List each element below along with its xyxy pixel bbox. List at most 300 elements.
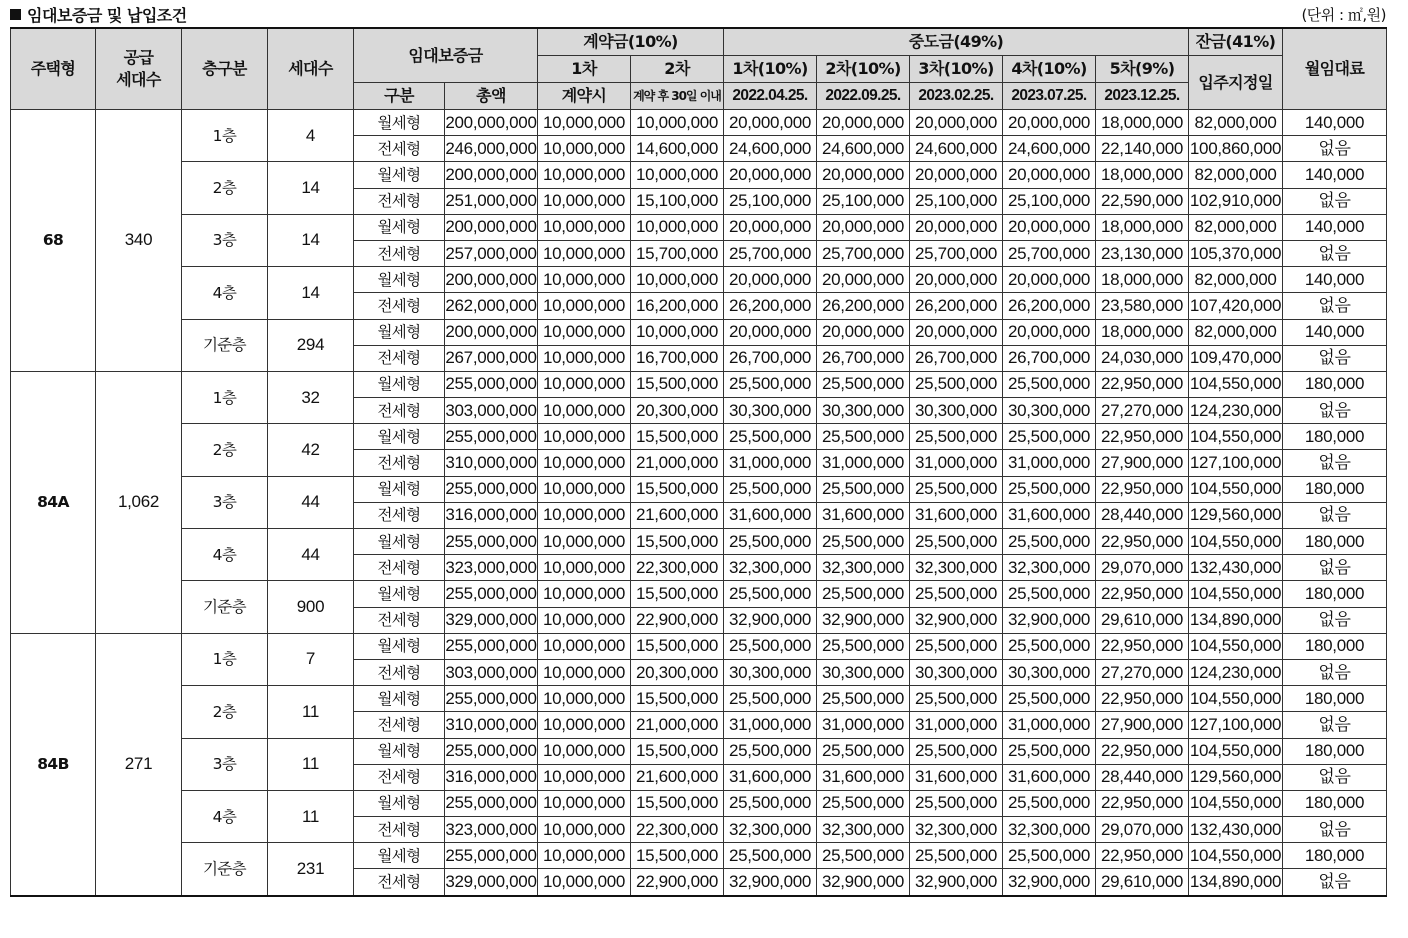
header-total: 총액 [445,83,538,110]
amount-cell: 없음 [1283,502,1387,528]
amount-cell: 10,000,000 [538,712,631,738]
amount-cell: 없음 [1283,398,1387,424]
header-middle-3: 3차(10%) [910,56,1003,83]
amount-cell: 26,200,000 [910,293,1003,319]
amount-cell: 20,000,000 [910,162,1003,188]
amount-cell: 22,900,000 [631,869,724,896]
amount-cell: 310,000,000 [445,712,538,738]
amount-cell: 22,900,000 [631,607,724,633]
amount-cell: 30,300,000 [817,659,910,685]
amount-cell: 129,560,000 [1189,502,1283,528]
amount-cell: 없음 [1283,188,1387,214]
amount-cell: 31,000,000 [724,450,817,476]
kind-cell: 월세형 [354,529,445,555]
amount-cell: 180,000 [1283,581,1387,607]
amount-cell: 29,610,000 [1096,607,1189,633]
amount-cell: 31,600,000 [817,764,910,790]
amount-cell: 22,300,000 [631,817,724,843]
amount-cell: 없음 [1283,659,1387,685]
amount-cell: 20,000,000 [1003,319,1096,345]
amount-cell: 18,000,000 [1096,214,1189,240]
floor-cell: 기준층 [182,843,268,896]
supply-count-cell: 340 [96,110,182,372]
kind-cell: 월세형 [354,686,445,712]
rent-deposit-table [10,27,1387,897]
amount-cell: 22,950,000 [1096,738,1189,764]
amount-cell: 255,000,000 [445,581,538,607]
amount-cell: 25,700,000 [724,240,817,266]
units-cell: 7 [268,633,354,685]
amount-cell: 105,370,000 [1189,240,1283,266]
header-date-1: 2022.04.25. [724,83,817,110]
units-cell: 14 [268,214,354,266]
amount-cell: 82,000,000 [1189,319,1283,345]
amount-cell: 10,000,000 [538,633,631,659]
amount-cell: 22,950,000 [1096,529,1189,555]
amount-cell: 109,470,000 [1189,345,1283,371]
supply-count-cell: 1,062 [96,371,182,633]
amount-cell: 22,950,000 [1096,424,1189,450]
amount-cell: 15,500,000 [631,581,724,607]
amount-cell: 20,000,000 [817,267,910,293]
amount-cell: 262,000,000 [445,293,538,319]
amount-cell: 310,000,000 [445,450,538,476]
units-cell: 14 [268,162,354,214]
amount-cell: 140,000 [1283,214,1387,240]
house-type-cell: 68 [11,110,96,372]
header-date-5: 2023.12.25. [1096,83,1189,110]
amount-cell: 10,000,000 [538,581,631,607]
amount-cell: 255,000,000 [445,424,538,450]
amount-cell: 303,000,000 [445,659,538,685]
amount-cell: 없음 [1283,869,1387,896]
floor-cell: 3층 [182,476,268,528]
amount-cell: 10,000,000 [538,136,631,162]
amount-cell: 24,600,000 [724,136,817,162]
amount-cell: 26,200,000 [1003,293,1096,319]
amount-cell: 16,700,000 [631,345,724,371]
amount-cell: 316,000,000 [445,502,538,528]
kind-cell: 전세형 [354,398,445,424]
kind-cell: 전세형 [354,869,445,896]
document-header [0,0,1408,26]
amount-cell: 25,500,000 [1003,633,1096,659]
amount-cell: 251,000,000 [445,188,538,214]
amount-cell: 30,300,000 [1003,659,1096,685]
amount-cell: 없음 [1283,764,1387,790]
header-deposit: 임대보증금 [354,28,538,83]
amount-cell: 24,030,000 [1096,345,1189,371]
amount-cell: 25,500,000 [724,738,817,764]
amount-cell: 32,900,000 [724,869,817,896]
floor-cell: 4층 [182,267,268,319]
table-row [11,476,1387,502]
kind-cell: 월세형 [354,162,445,188]
amount-cell: 20,000,000 [724,267,817,293]
amount-cell: 104,550,000 [1189,843,1283,869]
header-date-3: 2023.02.25. [910,83,1003,110]
amount-cell: 32,900,000 [910,607,1003,633]
amount-cell: 82,000,000 [1189,110,1283,136]
amount-cell: 134,890,000 [1189,869,1283,896]
amount-cell: 24,600,000 [1003,136,1096,162]
amount-cell: 31,600,000 [1003,502,1096,528]
amount-cell: 31,000,000 [910,450,1003,476]
header-contract-2: 2차 [631,56,724,83]
amount-cell: 20,000,000 [817,110,910,136]
amount-cell: 10,000,000 [538,188,631,214]
units-cell: 231 [268,843,354,896]
amount-cell: 180,000 [1283,476,1387,502]
amount-cell: 180,000 [1283,790,1387,816]
header-date-2: 2022.09.25. [817,83,910,110]
amount-cell: 140,000 [1283,110,1387,136]
amount-cell: 없음 [1283,136,1387,162]
amount-cell: 180,000 [1283,529,1387,555]
amount-cell: 200,000,000 [445,214,538,240]
table-row [11,214,1387,240]
amount-cell: 25,500,000 [724,424,817,450]
unit-note: (단위 : ㎡,원) [1301,6,1386,24]
amount-cell: 32,300,000 [910,555,1003,581]
amount-cell: 25,500,000 [817,476,910,502]
amount-cell: 200,000,000 [445,162,538,188]
amount-cell: 246,000,000 [445,136,538,162]
amount-cell: 132,430,000 [1189,817,1283,843]
header-at-contract: 계약시 [538,83,631,110]
amount-cell: 23,580,000 [1096,293,1189,319]
amount-cell: 10,000,000 [631,214,724,240]
amount-cell: 329,000,000 [445,607,538,633]
amount-cell: 20,000,000 [1003,267,1096,293]
amount-cell: 25,500,000 [817,790,910,816]
amount-cell: 31,000,000 [1003,712,1096,738]
header-balance: 잔금(41%) [1189,28,1283,56]
kind-cell: 월세형 [354,371,445,397]
header-after-30-days: 계약 후 30일 이내 [631,83,724,110]
amount-cell: 29,070,000 [1096,817,1189,843]
kind-cell: 월세형 [354,267,445,293]
amount-cell: 32,900,000 [724,607,817,633]
amount-cell: 22,950,000 [1096,371,1189,397]
amount-cell: 25,500,000 [1003,686,1096,712]
amount-cell: 25,500,000 [910,371,1003,397]
amount-cell: 25,500,000 [1003,371,1096,397]
table-row [11,581,1387,607]
amount-cell: 127,100,000 [1189,712,1283,738]
amount-cell: 180,000 [1283,371,1387,397]
amount-cell: 10,000,000 [538,267,631,293]
amount-cell: 없음 [1283,555,1387,581]
amount-cell: 25,500,000 [910,424,1003,450]
amount-cell: 26,200,000 [724,293,817,319]
header-date-4: 2023.07.25. [1003,83,1096,110]
amount-cell: 82,000,000 [1189,162,1283,188]
amount-cell: 없음 [1283,293,1387,319]
amount-cell: 26,700,000 [724,345,817,371]
kind-cell: 월세형 [354,633,445,659]
amount-cell: 132,430,000 [1189,555,1283,581]
kind-cell: 전세형 [354,188,445,214]
amount-cell: 32,300,000 [817,555,910,581]
amount-cell: 20,000,000 [910,214,1003,240]
amount-cell: 25,100,000 [817,188,910,214]
table-row [11,790,1387,816]
supply-count-cell: 271 [96,633,182,895]
amount-cell: 27,900,000 [1096,450,1189,476]
amount-cell: 16,200,000 [631,293,724,319]
amount-cell: 21,000,000 [631,450,724,476]
amount-cell: 200,000,000 [445,110,538,136]
amount-cell: 15,500,000 [631,738,724,764]
table-row [11,110,1387,136]
amount-cell: 25,700,000 [1003,240,1096,266]
amount-cell: 25,500,000 [1003,424,1096,450]
amount-cell: 22,950,000 [1096,686,1189,712]
amount-cell: 255,000,000 [445,633,538,659]
amount-cell: 30,300,000 [817,398,910,424]
kind-cell: 전세형 [354,764,445,790]
floor-cell: 2층 [182,424,268,476]
amount-cell: 20,000,000 [817,214,910,240]
amount-cell: 124,230,000 [1189,398,1283,424]
header-contract-1: 1차 [538,56,631,83]
kind-cell: 월세형 [354,843,445,869]
amount-cell: 29,070,000 [1096,555,1189,581]
amount-cell: 27,270,000 [1096,659,1189,685]
amount-cell: 14,600,000 [631,136,724,162]
amount-cell: 18,000,000 [1096,162,1189,188]
amount-cell: 22,950,000 [1096,476,1189,502]
amount-cell: 32,900,000 [817,607,910,633]
amount-cell: 180,000 [1283,424,1387,450]
amount-cell: 31,600,000 [817,502,910,528]
header-floor: 층구분 [182,28,268,110]
amount-cell: 10,000,000 [538,659,631,685]
amount-cell: 10,000,000 [631,162,724,188]
table-row [11,319,1387,345]
amount-cell: 10,000,000 [538,686,631,712]
amount-cell: 20,000,000 [724,162,817,188]
amount-cell: 20,000,000 [724,319,817,345]
amount-cell: 20,000,000 [910,319,1003,345]
amount-cell: 104,550,000 [1189,686,1283,712]
kind-cell: 월세형 [354,214,445,240]
amount-cell: 25,500,000 [724,476,817,502]
amount-cell: 10,000,000 [538,240,631,266]
kind-cell: 월세형 [354,319,445,345]
units-cell: 44 [268,529,354,581]
amount-cell: 25,500,000 [910,581,1003,607]
units-cell: 42 [268,424,354,476]
amount-cell: 25,500,000 [910,843,1003,869]
floor-cell: 2층 [182,162,268,214]
table-row [11,738,1387,764]
amount-cell: 25,500,000 [724,790,817,816]
amount-cell: 22,950,000 [1096,633,1189,659]
amount-cell: 21,600,000 [631,764,724,790]
amount-cell: 140,000 [1283,162,1387,188]
amount-cell: 82,000,000 [1189,267,1283,293]
amount-cell: 10,000,000 [538,110,631,136]
amount-cell: 10,000,000 [538,450,631,476]
units-cell: 11 [268,738,354,790]
kind-cell: 전세형 [354,293,445,319]
amount-cell: 134,890,000 [1189,607,1283,633]
amount-cell: 31,000,000 [910,712,1003,738]
house-type-cell: 84A [11,371,96,633]
amount-cell: 10,000,000 [631,267,724,293]
amount-cell: 31,600,000 [910,502,1003,528]
amount-cell: 15,500,000 [631,424,724,450]
amount-cell: 26,700,000 [1003,345,1096,371]
amount-cell: 104,550,000 [1189,529,1283,555]
amount-cell: 329,000,000 [445,869,538,896]
table-header [11,28,1387,110]
amount-cell: 102,910,000 [1189,188,1283,214]
amount-cell: 31,000,000 [817,712,910,738]
amount-cell: 없음 [1283,712,1387,738]
units-cell: 14 [268,267,354,319]
amount-cell: 104,550,000 [1189,790,1283,816]
amount-cell: 15,500,000 [631,790,724,816]
table-row [11,843,1387,869]
amount-cell: 25,100,000 [724,188,817,214]
amount-cell: 10,000,000 [538,293,631,319]
kind-cell: 월세형 [354,476,445,502]
amount-cell: 26,700,000 [817,345,910,371]
amount-cell: 10,000,000 [538,817,631,843]
floor-cell: 4층 [182,529,268,581]
amount-cell: 28,440,000 [1096,764,1189,790]
amount-cell: 10,000,000 [631,110,724,136]
amount-cell: 20,000,000 [817,319,910,345]
kind-cell: 전세형 [354,502,445,528]
kind-cell: 전세형 [354,345,445,371]
amount-cell: 316,000,000 [445,764,538,790]
amount-cell: 25,500,000 [1003,581,1096,607]
amount-cell: 31,000,000 [817,450,910,476]
units-cell: 11 [268,686,354,738]
amount-cell: 25,500,000 [910,738,1003,764]
header-middle-4: 4차(10%) [1003,56,1096,83]
amount-cell: 200,000,000 [445,319,538,345]
header-middle-1: 1차(10%) [724,56,817,83]
header-movein: 입주지정일 [1189,56,1283,110]
amount-cell: 10,000,000 [538,790,631,816]
amount-cell: 104,550,000 [1189,738,1283,764]
amount-cell: 25,500,000 [724,633,817,659]
kind-cell: 전세형 [354,817,445,843]
amount-cell: 없음 [1283,240,1387,266]
amount-cell: 27,900,000 [1096,712,1189,738]
amount-cell: 104,550,000 [1189,424,1283,450]
amount-cell: 30,300,000 [910,398,1003,424]
amount-cell: 30,300,000 [1003,398,1096,424]
amount-cell: 22,950,000 [1096,790,1189,816]
amount-cell: 104,550,000 [1189,476,1283,502]
amount-cell: 104,550,000 [1189,633,1283,659]
amount-cell: 32,300,000 [724,555,817,581]
amount-cell: 10,000,000 [538,502,631,528]
amount-cell: 25,500,000 [1003,843,1096,869]
header-house-type: 주택형 [11,28,96,110]
amount-cell: 22,590,000 [1096,188,1189,214]
amount-cell: 180,000 [1283,738,1387,764]
floor-cell: 기준층 [182,319,268,371]
amount-cell: 15,700,000 [631,240,724,266]
amount-cell: 25,500,000 [1003,738,1096,764]
amount-cell: 255,000,000 [445,529,538,555]
header-contract: 계약금(10%) [538,28,724,56]
amount-cell: 10,000,000 [538,319,631,345]
amount-cell: 20,000,000 [817,162,910,188]
table-row [11,686,1387,712]
amount-cell: 140,000 [1283,267,1387,293]
amount-cell: 140,000 [1283,319,1387,345]
amount-cell: 255,000,000 [445,476,538,502]
floor-cell: 1층 [182,633,268,685]
amount-cell: 18,000,000 [1096,267,1189,293]
amount-cell: 31,000,000 [724,712,817,738]
amount-cell: 15,500,000 [631,476,724,502]
amount-cell: 15,500,000 [631,371,724,397]
header-middle-2: 2차(10%) [817,56,910,83]
amount-cell: 25,500,000 [910,529,1003,555]
amount-cell: 25,500,000 [724,843,817,869]
amount-cell: 10,000,000 [538,345,631,371]
amount-cell: 10,000,000 [538,424,631,450]
floor-cell: 2층 [182,686,268,738]
amount-cell: 10,000,000 [538,398,631,424]
amount-cell: 10,000,000 [631,319,724,345]
amount-cell: 없음 [1283,450,1387,476]
amount-cell: 104,550,000 [1189,581,1283,607]
amount-cell: 22,950,000 [1096,843,1189,869]
amount-cell: 22,140,000 [1096,136,1189,162]
amount-cell: 32,900,000 [1003,607,1096,633]
amount-cell: 20,000,000 [1003,162,1096,188]
amount-cell: 20,000,000 [724,214,817,240]
amount-cell: 10,000,000 [538,738,631,764]
amount-cell: 124,230,000 [1189,659,1283,685]
amount-cell: 255,000,000 [445,843,538,869]
amount-cell: 100,860,000 [1189,136,1283,162]
amount-cell: 15,100,000 [631,188,724,214]
amount-cell: 10,000,000 [538,162,631,188]
kind-cell: 월세형 [354,581,445,607]
document-title-text: 임대보증금 및 납입조건 [27,6,187,25]
header-middle-5: 5차(9%) [1096,56,1189,83]
amount-cell: 없음 [1283,345,1387,371]
amount-cell: 32,300,000 [1003,817,1096,843]
amount-cell: 18,000,000 [1096,110,1189,136]
amount-cell: 20,000,000 [724,110,817,136]
amount-cell: 25,500,000 [1003,529,1096,555]
amount-cell: 180,000 [1283,843,1387,869]
floor-cell: 1층 [182,371,268,423]
amount-cell: 10,000,000 [538,476,631,502]
amount-cell: 25,500,000 [724,371,817,397]
amount-cell: 30,300,000 [910,659,1003,685]
kind-cell: 월세형 [354,790,445,816]
amount-cell: 24,600,000 [910,136,1003,162]
amount-cell: 15,500,000 [631,633,724,659]
table-row [11,267,1387,293]
amount-cell: 104,550,000 [1189,371,1283,397]
amount-cell: 25,500,000 [817,581,910,607]
amount-cell: 31,600,000 [724,502,817,528]
